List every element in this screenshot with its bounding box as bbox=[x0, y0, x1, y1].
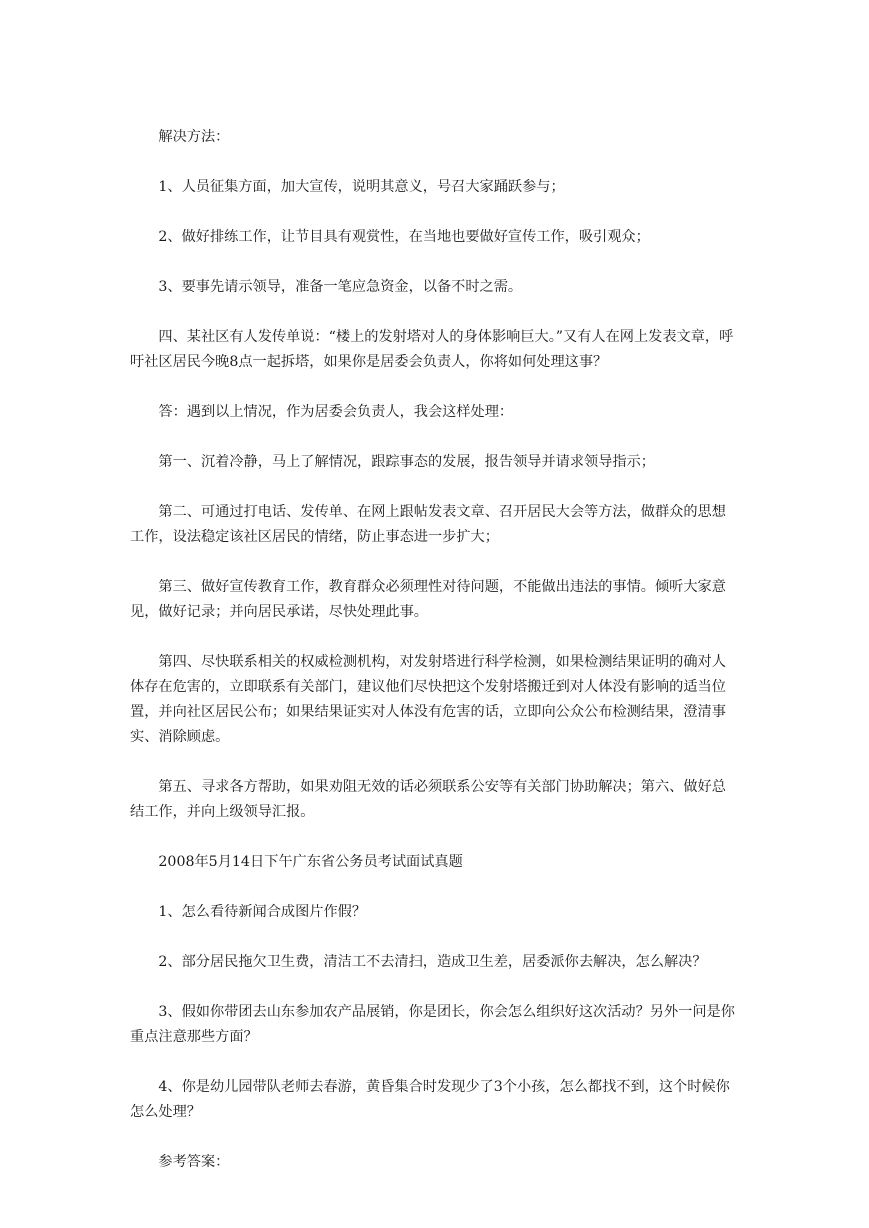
paragraph-step-3: 第三、做好宣传教育工作，教育群众必须理性对待问题，不能做出违法的事情。倾听大家意见，做好记录；并向居民承诺，尽快处理此事。 bbox=[130, 579, 726, 620]
paragraph-exam-q2: 2、部分居民拖欠卫生费，清洁工不去清扫，造成卫生差，居委派你去解决，怎么解决？ bbox=[158, 954, 707, 970]
paragraph-step-1: 第一、沉着冷静，马上了解情况，跟踪事态的发展，报告领导并请求领导指示； bbox=[158, 454, 655, 470]
paragraph-step-2: 第二、可通过打电话、发传单、在网上跟帖发表文章、召开居民大会等方法，做群众的思想工作，设法稳定该社区居民的情绪，防止事态进一步扩大； bbox=[130, 504, 726, 545]
paragraph-step-4: 第四、尽快联系相关的权威检测机构，对发射塔进行科学检测，如果检测结果证明的确对人体存在危害的，立即联系有关部门，建议他们尽快把这个发射塔搬迁到对人体没有影响的适当位置，并向社区居民公布；如果结果证实对人体没有危害的话，立即向公众公布检测结果，澄清事实、消除顾虑。 bbox=[130, 654, 726, 745]
paragraph-solution-2: 2、做好排练工作，让节目具有观赏性，在当地也要做好宣传工作，吸引观众； bbox=[158, 229, 650, 245]
paragraph-solution-heading: 解决方法： bbox=[158, 129, 230, 145]
paragraph-solution-1: 1、人员征集方面，加大宣传，说明其意义，号召大家踊跃参与； bbox=[158, 179, 565, 195]
paragraph-question-4: 四、某社区有人发传单说：“楼上的发射塔对人的身体影响巨大。”又有人在网上发表文章，呼吁社区居民今晚8点一起拆塔，如果你是居委会负责人，你将如何处理这事？ bbox=[130, 329, 734, 370]
paragraph-exam-q4: 4、你是幼儿园带队老师去春游，黄昏集合时发现少了3个小孩，怎么都找不到，这个时候你怎么处理？ bbox=[130, 1079, 730, 1120]
paragraph-exam-q3: 3、假如你带团去山东参加农产品展销，你是团长，你会怎么组织好这次活动？另外一问是你重点注意那些方面？ bbox=[130, 1004, 735, 1045]
section-title-exam: 2008年5月14日下午广东省公务员考试面试真题 bbox=[158, 854, 463, 870]
paragraph-answer-intro: 答：遇到以上情况，作为居委会负责人，我会这样处理： bbox=[158, 404, 514, 420]
paragraph-step-5-6: 第五、寻求各方帮助，如果劝阻无效的话必须联系公安等有关部门协助解决；第六、做好总结工作，并向上级领导汇报。 bbox=[130, 779, 726, 820]
paragraph-reference-answer: 参考答案： bbox=[158, 1154, 230, 1170]
paragraph-solution-3: 3、要事先请示领导，准备一笔应急资金，以备不时之需。 bbox=[158, 279, 523, 295]
paragraph-exam-q1: 1、怎么看待新闻合成图片作假？ bbox=[158, 904, 367, 920]
